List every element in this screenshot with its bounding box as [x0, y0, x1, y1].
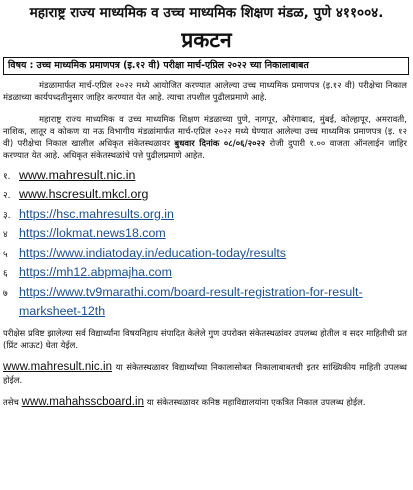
list-item [3, 246, 407, 266]
website-link[interactable]: https://lokmat.news18.com [19, 226, 166, 241]
website-link[interactable]: https://hsc.mahresults.org.in [19, 206, 174, 221]
list-item [3, 168, 407, 188]
list-number: २. [3, 191, 11, 202]
college-text-end: या संकेतस्थळावर कनिष्ठ महाविद्यालयांना एकत्रित निकाल उपलब्ध होईल. [144, 396, 366, 407]
list-number: ७ [3, 288, 8, 299]
notice-title: प्रकटन [181, 28, 232, 52]
list-number: ४ [3, 230, 8, 241]
website-link-continuation[interactable]: marksheet-12th [19, 304, 106, 319]
list-number: ५ [3, 249, 8, 260]
list-item [3, 265, 407, 285]
schedule-text-start: महाराष्ट्र राज्य माध्यमिक व उच्च माध्यमिक शिक्षण मंडळाच्या पुणे, नागपूर, औरंगाबाद, मुंबई, कोल्हापूर, अमरावती, नाशिक, लातूर व कोकण या नऊ विभागीय मंडळांमार्फत मार्च-एप्रिल २०२२ मध्ये घेण्यात आलेल्या उच्च माध्यमिक प्रमाणपत्र (इ. १२ वी) परीक्षेचा निकाल खालील अधिकृत संकेतस्थळावर [3, 113, 407, 149]
schedule-text-end: रोजी दुपारी १.०० वाजता ऑनलाईन जाहिर करण्यात येत आहे. अधिकृत संकेतस्थळांचे पत्ते पुढीलप्रमाणे आहेत. [3, 138, 407, 161]
list-item [3, 226, 407, 246]
statistics-website-link[interactable]: www.mahresult.nic.in [3, 361, 113, 374]
list-number: १. [3, 171, 11, 182]
college-results-paragraph [3, 396, 407, 408]
statistics-paragraph [3, 361, 407, 386]
list-number: ६ [3, 269, 8, 280]
website-link[interactable]: www.hscresult.mkcl.org [19, 187, 149, 202]
website-list [3, 168, 407, 324]
board-name: महाराष्ट्र राज्य माध्यमिक व उच्च माध्यमिक शिक्षण मंडळ, पुणे ४११००४. [29, 5, 384, 21]
college-text-start: तसेच [3, 396, 22, 407]
list-item-continuation [3, 304, 407, 324]
list-item [3, 187, 407, 207]
marks-availability-paragraph: परीक्षेस प्रविष्ट झालेल्या सर्व विद्यार्थ्यांना विषयनिहाय संपादित केलेले गुण उपरोक्त संकेतस्थळांवर उपलब्ध होतील व सदर माहितीची प्रत (प्रिंट आऊट) घेता येईल. [3, 327, 407, 351]
list-item [3, 285, 407, 305]
statistics-text: या संकेतस्थळावर विद्यार्थ्यांच्या निकालासोबत निकालाबाबतची इतर सांख्यिकीय माहिती उपलब्ध होईल. [3, 362, 407, 385]
list-item [3, 207, 407, 227]
website-link[interactable]: https://mh12.abpmajha.com [19, 265, 172, 280]
website-link[interactable]: www.mahresult.nic.in [19, 167, 136, 182]
list-number: ३. [3, 210, 11, 221]
website-link[interactable]: https://www.tv9marathi.com/board-result-registration-for-result- [19, 284, 363, 299]
result-schedule-paragraph [3, 113, 407, 162]
board-website-link[interactable]: www.mahahsscboard.in [21, 395, 145, 408]
intro-paragraph: मंडळामार्फत मार्च-एप्रिल २०२२ मध्ये आयोजित करण्यात आलेल्या उच्च माध्यमिक प्रमाणपत्र (इ.१२ वी) परीक्षेचा निकाल मंडळाच्या कार्यपध्दतीनुसार जाहिर करण्यात येत आहे. त्याचा तपशील पुढीलप्रमाणे आहे. [3, 80, 407, 103]
result-date: बुधवार दिनांक ०८/०६/२०२२ [174, 138, 266, 149]
website-link[interactable]: https://www.indiatoday.in/education-today/results [19, 245, 287, 260]
subject-box: विषय : उच्च माध्यमिक प्रमाणपत्र (इ.१२ वी) परीक्षा मार्च-एप्रिल २०२२ च्या निकालाबाबत [3, 57, 409, 75]
